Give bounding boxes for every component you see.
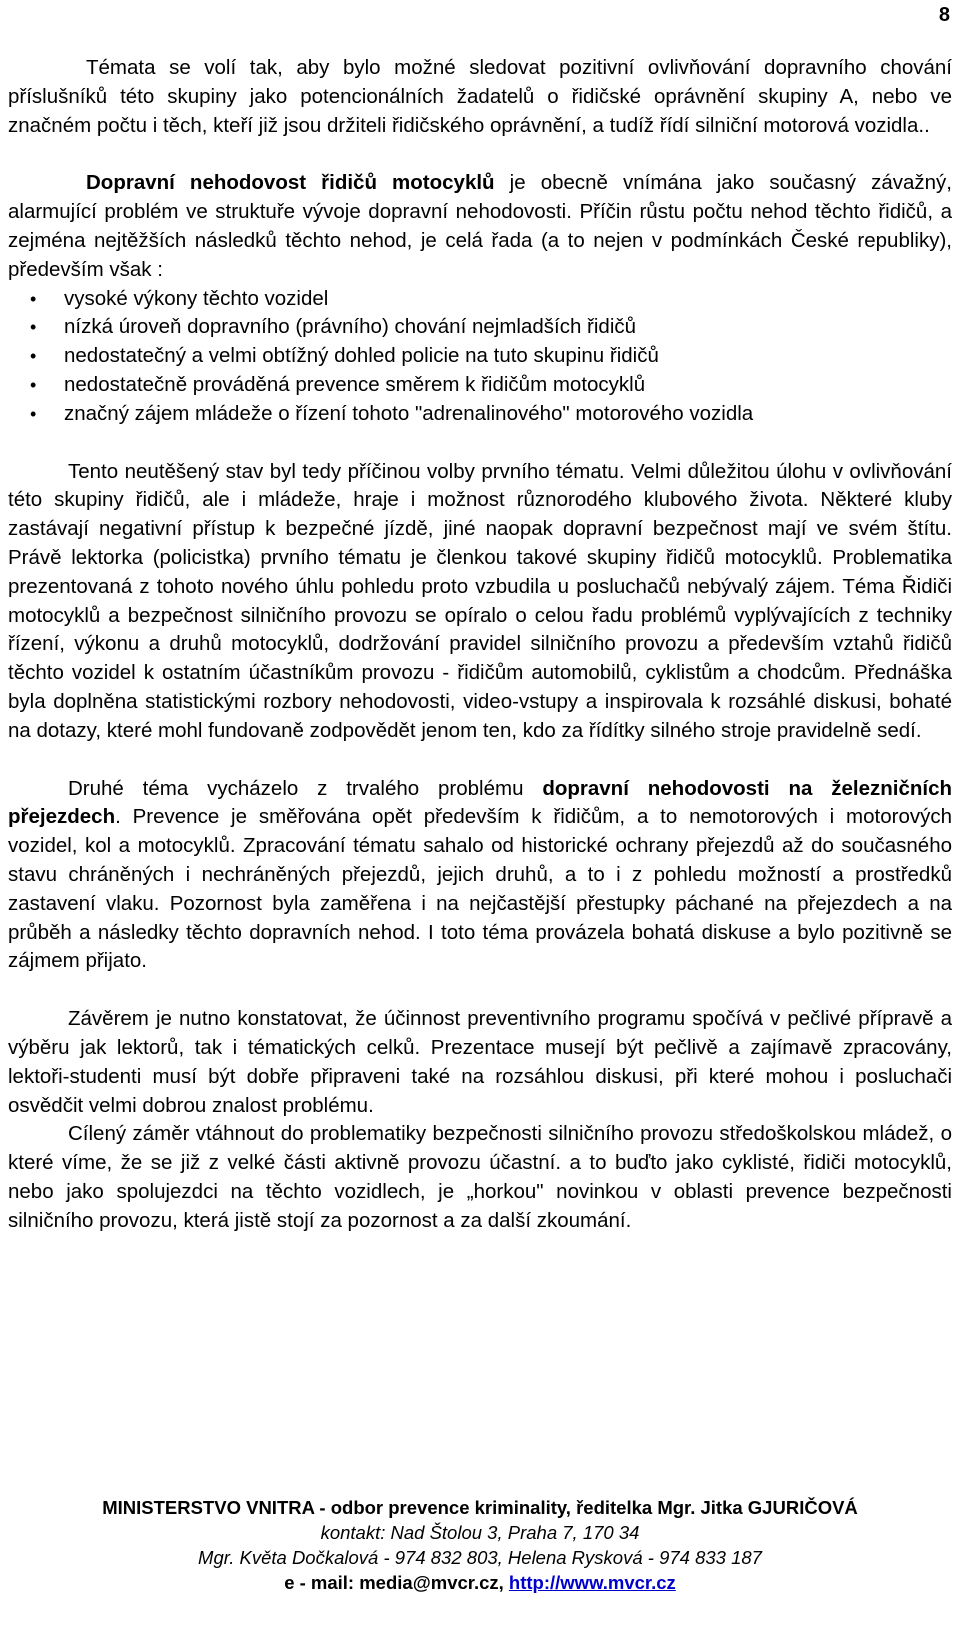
paragraph-intro: Témata se volí tak, aby bylo možné sledovat pozitivní ovlivňování dopravního chování příslušníků této skupiny jako potencionálních žadatelů o řidičské oprávnění skupiny A, nebo ve značném počtu i těch, kteří již jsou držiteli řidičského oprávnění, a tudíž řídí silniční motorová vozidla.. (8, 56, 952, 137)
bullet-icon: • (30, 317, 37, 338)
list-item: • nedostatečně prováděná prevence směrem k řidičům motocyklů (64, 371, 952, 400)
footer (0, 1495, 960, 1595)
list-item: • nedostatečný a velmi obtížný dohled policie na tuto skupinu řidičů (64, 342, 952, 371)
footer-website-link[interactable]: http://www.mvcr.cz (508, 1572, 676, 1593)
list-item: • nízká úroveň dopravního (právního) chování nejmladších řidičů (64, 313, 952, 342)
footer-ministry: MINISTERSTVO VNITRA - odbor prevence kriminality, ředitelka Mgr. Jitka GJURIČOVÁ (102, 1497, 858, 1518)
footer-email: e - mail: media@mvcr.cz, (284, 1572, 509, 1593)
list-item: • vysoké výkony těchto vozidel (64, 285, 952, 314)
list-item: • značný zájem mládeže o řízení tohoto "adrenalinového" motorového vozidla (64, 400, 952, 429)
paragraph-second-topic-bold: dopravní nehodovosti na železničních přejezdech (8, 776, 952, 829)
bullet-icon: • (30, 403, 37, 424)
paragraph-first-topic: Tento neutěšený stav byl tedy příčinou volby prvního tématu. Velmi důležitou úlohu v ovlivňování této skupiny řidičů, ale i mládeže, hraje i možnost různorodého klubového života. Některé kluby zastávají negativní přístup k bezpečné jízdě, jiné naopak dopravní bezpečnost mají ve svém štítu. Právě lektorka (policistka) prvního tématu je členkou takové skupiny řidičů motocyklů. Problematika prezentovaná z tohoto nového úhlu pohledu proto vzbudila u posluchačů nebývalý zájem. Téma Řidiči motocyklů a bezpečnost silničního provozu se opíralo o celou řadu problémů vyplývajících z techniky řízení, výkonu a druhů motocyklů, dodržování pravidel silničního provozu a především vztahů řidičů těchto vozidel k ostatním účastníkům provozu - řidičům automobilů, cyklistům a chodcům. Přednáška byla doplněna statistickými rozbory nehodovosti, video-vstupy a inspirovala k rozsáhlé diskusi, bohaté na dotazy, které mohl fundovaně zodpovědět jenom ten, kdo za řídítky silného stroje pravidelně sedí. (8, 459, 952, 742)
bullet-icon: • (30, 346, 37, 367)
bullet-icon: • (30, 374, 37, 395)
causes-list (8, 285, 952, 429)
footer-address: kontakt: Nad Štolou 3, Praha 7, 170 34 (320, 1522, 640, 1543)
paragraph-motorcycle-accidents-bold: Dopravní nehodovost řidičů motocyklů (86, 171, 495, 195)
document-body (8, 54, 952, 1235)
footer-email-line (0, 1570, 960, 1595)
paragraph-conclusion: Závěrem je nutno konstatovat, že účinnost preventivního programu spočívá v pečlivé přípravě a výběru jak lektorů, tak i tématických celků. Prezentace musejí být pečlivě a zajímavě zpracovány, lektoři-studenti musí být dobře připraveni také na rozsáhlou diskusi, při které mohou i posluchači osvědčit velmi dobrou znalost problému. (8, 1007, 952, 1117)
footer-contacts: Mgr. Květa Dočkalová - 974 832 803, Helena Rysková - 974 833 187 (198, 1547, 762, 1568)
paragraph-second-topic: Druhé téma vycházelo z trvalého problému dopravní nehodovosti na železničních přejezdech. Prevence je směřována opět především k řidičům, a to nemotorových i motorových vozidel, kol a motocyklů. Zpracování tématu sahalo od historické ochrany přejezdů až do současného stavu chráněných i nechráněných přejezdů, jejich druhů, a to i z pohledu možností a prostředků zastavení vlaku. Pozornost byla zaměřena i na nejčastější přestupky páchané na přejezdech a na průběh a následky těchto dopravních nehod. I toto téma provázela bohatá diskuse a bylo pozitivně se zájmem přijato. (8, 776, 952, 973)
paragraph-aim: Cílený záměr vtáhnout do problematiky bezpečnosti silničního provozu středoškolskou mládež, o které víme, že se již z velké části aktivně provozu účastní. a to buďto jako cyklisté, řidiči motocyklů, nebo jako spolujezdci na těchto vozidlech, je „horkou" novinkou v oblasti prevence bezpečnosti silničního provozu, která jistě stojí za pozornost a za další zkoumání. (8, 1122, 952, 1232)
page-number: 8 (938, 4, 950, 26)
bullet-icon: • (30, 288, 37, 309)
paragraph-motorcycle-accidents-text: je obecně vnímána jako současný závažný, alarmující problém ve struktuře vývoje dopravní nehodovosti. Příčin růstu počtu nehod těchto řidičů, a zejména nejtěžších následků těchto nehod, je celá řada (a to nejen v podmínkách České republiky), především však : (8, 171, 952, 281)
paragraph-motorcycle-accidents (8, 169, 952, 284)
